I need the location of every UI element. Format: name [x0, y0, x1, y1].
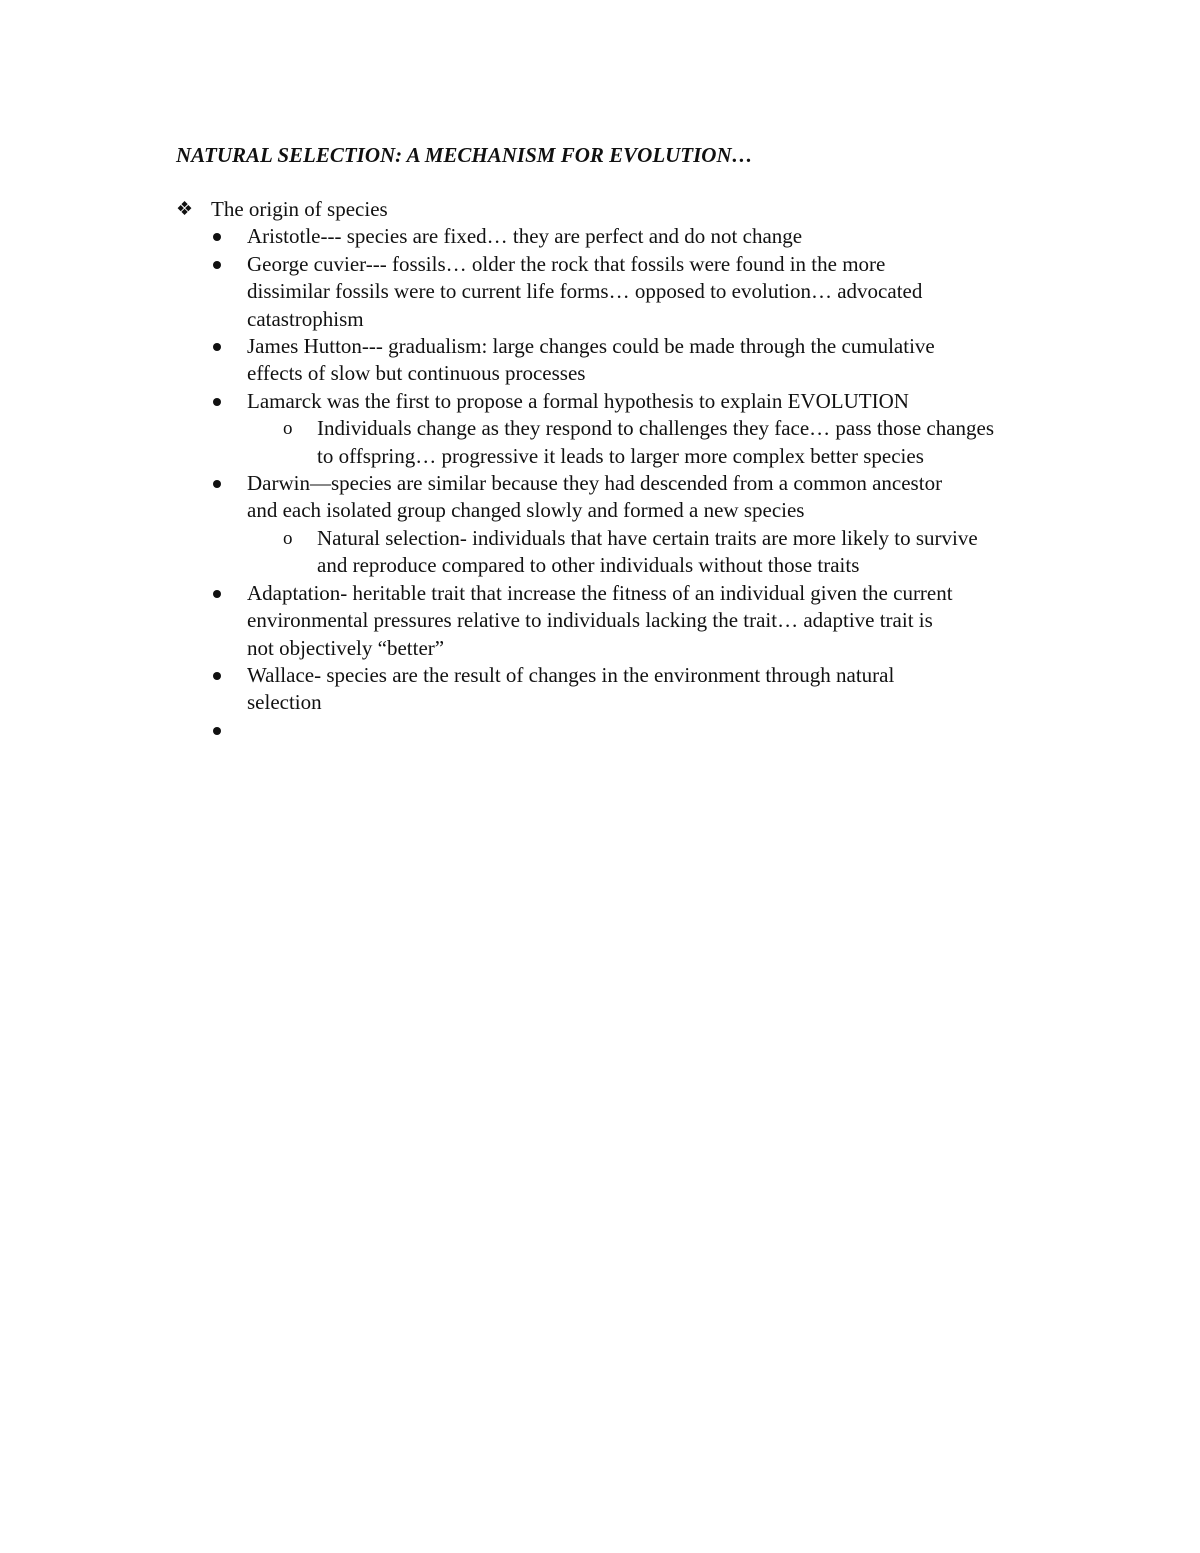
list-item	[176, 662, 957, 717]
bullet-dot-icon	[213, 672, 221, 680]
list-item-text: James Hutton--- gradualism: large changes could be made through the cumulative effects of slow but continuous processes	[247, 334, 935, 386]
list-item	[176, 251, 957, 333]
diamond-bullet-icon: ❖	[176, 199, 194, 220]
list-item-text: George cuvier--- fossils… older the rock that fossils were found in the more dissimilar fossils were to current life forms… opposed to evolution… advocated catastrophism	[247, 251, 923, 331]
sub-list-item-text: Individuals change as they respond to challenges they face… pass those changes to offspring… progressive it leads to larger more complex better species	[317, 416, 995, 468]
list-item-text: Wallace- species are the result of changes in the environment through natural selection	[247, 662, 895, 715]
list-item-text: Adaptation- heritable trait that increase the fitness of an individual given the current environmental pressures relative to individuals lacking the trait… adaptive trait is not objectively “better”	[247, 580, 953, 660]
hollow-bullet-icon: o	[283, 527, 293, 549]
section-heading: The origin of species	[211, 197, 388, 221]
list-item	[176, 223, 957, 250]
bullet-dot-icon	[213, 590, 221, 598]
hollow-bullet-icon: o	[283, 418, 293, 440]
list-item-text	[247, 718, 252, 742]
document-title: NATURAL SELECTION: A MECHANISM FOR EVOLUTION…	[176, 143, 753, 167]
list-item	[176, 580, 957, 662]
list-item	[176, 388, 957, 415]
bullet-dot-icon	[213, 343, 221, 351]
sub-list-item	[176, 415, 1007, 470]
section-origin-of-species	[176, 196, 1036, 223]
list-item-text: Aristotle--- species are fixed… they are perfect and do not change	[247, 224, 803, 249]
list-item-text: Darwin—species are similar because they had descended from a common ancestor and each isolated group changed slowly and formed a new species	[247, 471, 943, 523]
bullet-dot-icon	[213, 727, 221, 735]
bullet-dot-icon	[213, 261, 221, 269]
sub-list-item-text: Natural selection- individuals that have certain traits are more likely to survive and reproduce compared to other individuals without those traits	[317, 525, 978, 578]
list-item	[176, 333, 957, 388]
list-item	[176, 470, 957, 525]
document-body	[176, 196, 1036, 744]
list-item-text: Lamarck was the first to propose a formal hypothesis to explain EVOLUTION	[247, 388, 909, 413]
bullet-dot-icon	[213, 233, 221, 241]
list-item-empty	[176, 717, 957, 744]
bullet-dot-icon	[213, 480, 221, 488]
sub-list-item	[176, 525, 1007, 580]
bullet-dot-icon	[213, 398, 221, 406]
bullet-list	[176, 223, 1036, 744]
